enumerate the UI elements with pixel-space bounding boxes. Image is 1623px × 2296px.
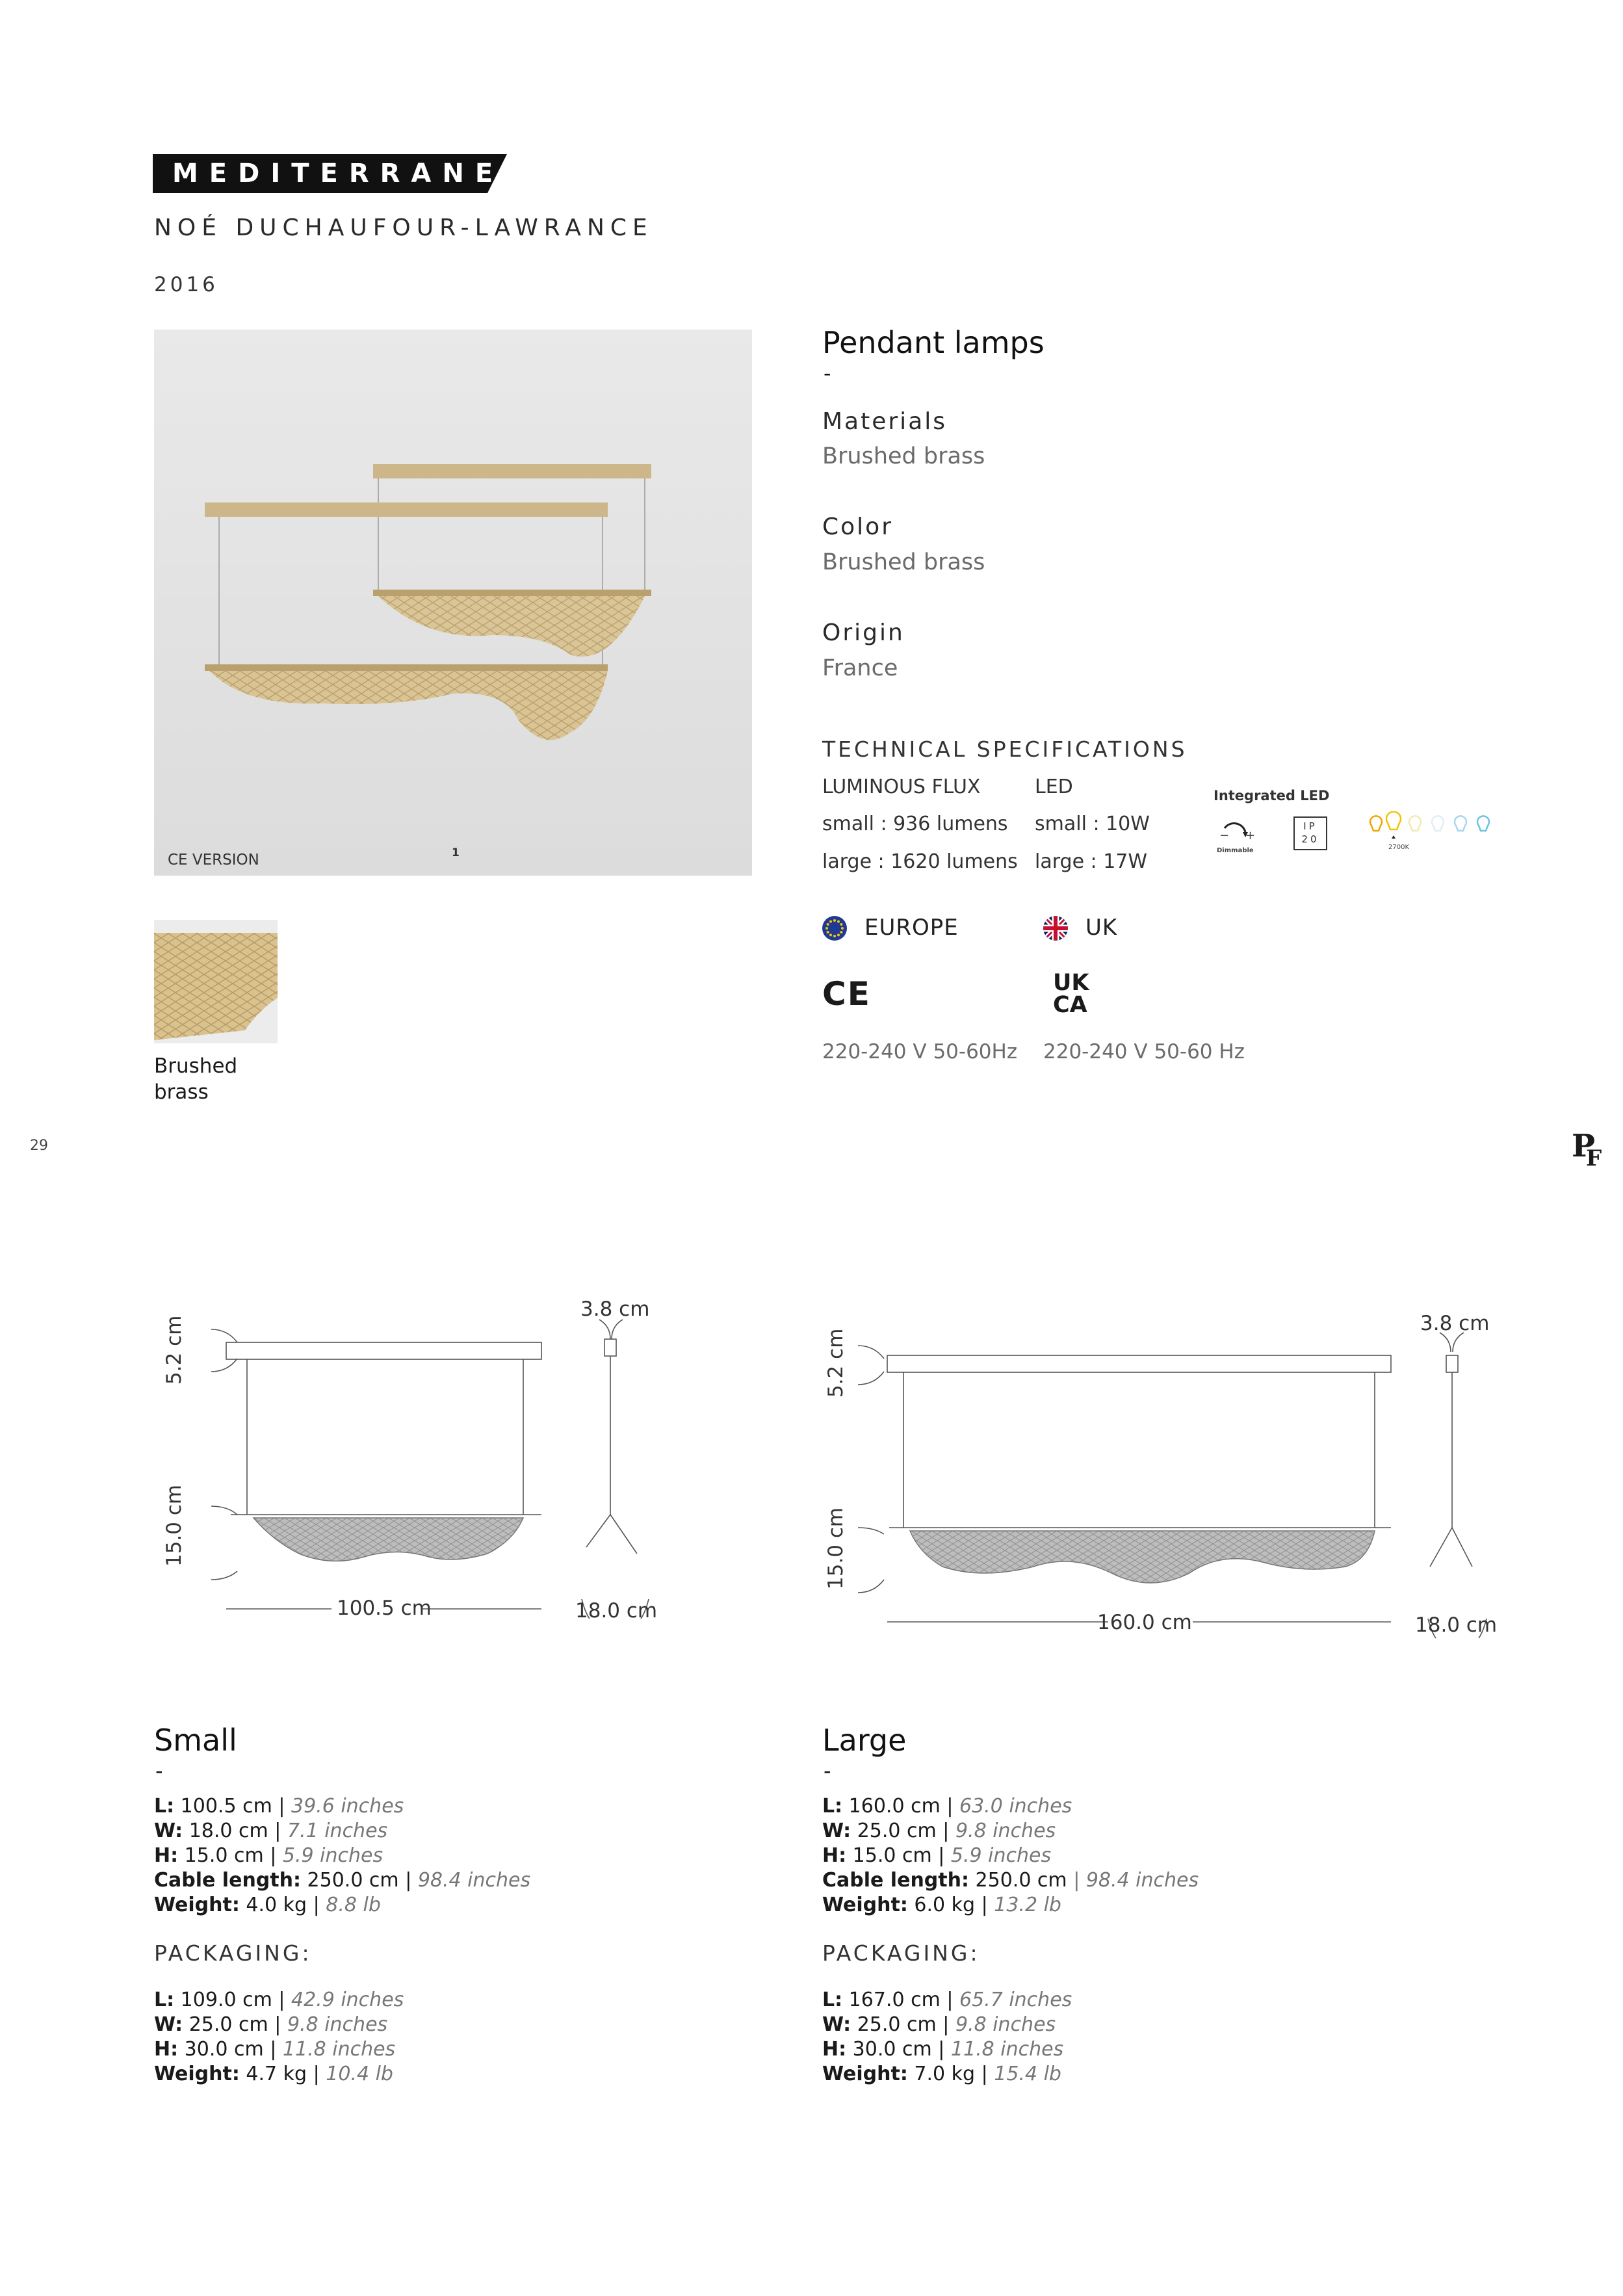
ukca-mark: UK CA	[1053, 970, 1089, 1018]
brushed-brass-swatch	[154, 920, 278, 1043]
design-year: 2016	[154, 273, 218, 296]
materials-label: Materials	[822, 408, 948, 435]
color-temperature-selected: 2700K	[1388, 844, 1410, 851]
large-pack-row: H: 30.0 cm | 11.8 inches	[822, 2038, 1064, 2061]
small-pack-row: L: 109.0 cm | 42.9 inches	[154, 1989, 404, 2011]
large-dim-row: H: 15.0 cm | 5.9 inches	[822, 1844, 1052, 1867]
technical-heading: TECHNICAL SPECIFICATIONS	[822, 737, 1188, 762]
materials-value: Brushed brass	[822, 443, 985, 469]
ip-rating-text: IP 20	[1301, 820, 1319, 845]
small-lamp-drawing	[149, 1294, 669, 1632]
finish-swatch[interactable]	[154, 920, 278, 1043]
large-dim-row: Cable length: 250.0 cm | 98.4 inches	[822, 1869, 1199, 1892]
small-pack-row: W: 25.0 cm | 9.8 inches	[154, 2013, 388, 2036]
large-canopy-height: 5.2 cm	[824, 1328, 848, 1398]
large-dim-row: W: 25.0 cm | 9.8 inches	[822, 1820, 1056, 1842]
small-length: 100.5 cm	[337, 1597, 432, 1620]
large-dim-row: L: 160.0 cm | 63.0 inches	[822, 1795, 1072, 1818]
large-length: 160.0 cm	[1097, 1611, 1192, 1634]
ce-mark: CE	[822, 975, 871, 1013]
large-packaging-title: PACKAGING:	[822, 1940, 980, 1966]
integrated-led-label: Integrated LED	[1214, 788, 1330, 803]
eu-flag-icon	[822, 915, 848, 941]
brand-logo: $P_F$	[1572, 1128, 1593, 1171]
dimmable-label: Dimmable	[1217, 847, 1254, 854]
title-dash: -	[824, 361, 831, 385]
finish-label: Brushed brass	[154, 1054, 238, 1104]
small-spec-title: Small	[154, 1723, 237, 1758]
flux-small: small : 936 lumens	[822, 813, 1008, 835]
bulb-icons	[1365, 811, 1501, 857]
small-packaging-title: PACKAGING:	[154, 1940, 312, 1966]
large-lamp-drawing	[838, 1307, 1521, 1645]
small-shade-height: 15.0 cm	[162, 1484, 186, 1567]
large-pack-row: W: 25.0 cm | 9.8 inches	[822, 2013, 1056, 2036]
uk-flag-icon	[1043, 915, 1069, 941]
collection-tag	[153, 154, 536, 193]
small-canopy-height: 5.2 cm	[162, 1315, 186, 1385]
color-label: Color	[822, 514, 893, 540]
origin-label: Origin	[822, 620, 905, 646]
large-pack-row: L: 167.0 cm | 65.7 inches	[822, 1989, 1072, 2011]
origin-value: France	[822, 655, 898, 681]
small-canopy-width: 3.8 cm	[580, 1298, 650, 1321]
designer-name: NOÉ DUCHAUFOUR-LAWRANCE	[154, 215, 653, 241]
color-temperature-scale	[1365, 811, 1501, 857]
collection-name: MEDITERRANEA	[172, 159, 536, 189]
small-dim-row: H: 15.0 cm | 5.9 inches	[154, 1844, 383, 1867]
small-dim-row: Weight: 4.0 kg | 8.8 lb	[154, 1894, 381, 1916]
product-photo	[154, 330, 752, 876]
led-small: small : 10W	[1035, 813, 1150, 835]
large-dim-row: Weight: 6.0 kg | 13.2 lb	[822, 1894, 1061, 1916]
dimmer-minus: −	[1219, 829, 1230, 842]
photo-caption: CE VERSION	[168, 852, 259, 868]
led-header: LED	[1035, 776, 1073, 798]
large-depth: 18.0 cm	[1415, 1613, 1498, 1637]
product-type-title: Pendant lamps	[822, 325, 1045, 360]
photo-index: 1	[452, 846, 460, 859]
led-large: large : 17W	[1035, 850, 1148, 873]
large-spec-title: Large	[822, 1723, 907, 1758]
small-packaging-dimensions	[154, 1988, 404, 2087]
page-number: 29	[30, 1138, 48, 1154]
large-spec-dash: -	[824, 1758, 831, 1783]
large-packaging-dimensions	[822, 1988, 1072, 2087]
small-pack-row: H: 30.0 cm | 11.8 inches	[154, 2038, 396, 2061]
region-uk-label: UK	[1085, 915, 1118, 941]
small-dim-row: Cable length: 250.0 cm | 98.4 inches	[154, 1869, 531, 1892]
color-value: Brushed brass	[822, 549, 985, 575]
large-shade-height: 15.0 cm	[824, 1507, 848, 1589]
small-spec-dash: -	[155, 1758, 163, 1783]
small-pack-row: Weight: 4.7 kg | 10.4 lb	[154, 2063, 393, 2085]
flux-header: LUMINOUS FLUX	[822, 776, 981, 798]
small-depth: 18.0 cm	[575, 1599, 658, 1623]
large-product-dimensions	[822, 1794, 1199, 1918]
ip-rating-icon	[1293, 816, 1327, 850]
large-pack-row: Weight: 7.0 kg | 15.4 lb	[822, 2063, 1061, 2085]
small-product-dimensions	[154, 1794, 530, 1918]
dimmer-plus: +	[1245, 829, 1256, 842]
region-europe-label: EUROPE	[864, 915, 959, 941]
small-dim-row: W: 18.0 cm | 7.1 inches	[154, 1820, 388, 1842]
small-dimension-drawing	[149, 1294, 669, 1632]
small-dim-row: L: 100.5 cm | 39.6 inches	[154, 1795, 404, 1818]
large-dimension-drawing	[838, 1307, 1521, 1645]
pendant-lamps-illustration	[154, 330, 752, 876]
flux-large: large : 1620 lumens	[822, 850, 1018, 873]
voltage-europe: 220-240 V 50-60Hz	[822, 1040, 1018, 1063]
voltage-uk: 220-240 V 50-60 Hz	[1043, 1040, 1245, 1063]
large-canopy-width: 3.8 cm	[1420, 1312, 1490, 1335]
